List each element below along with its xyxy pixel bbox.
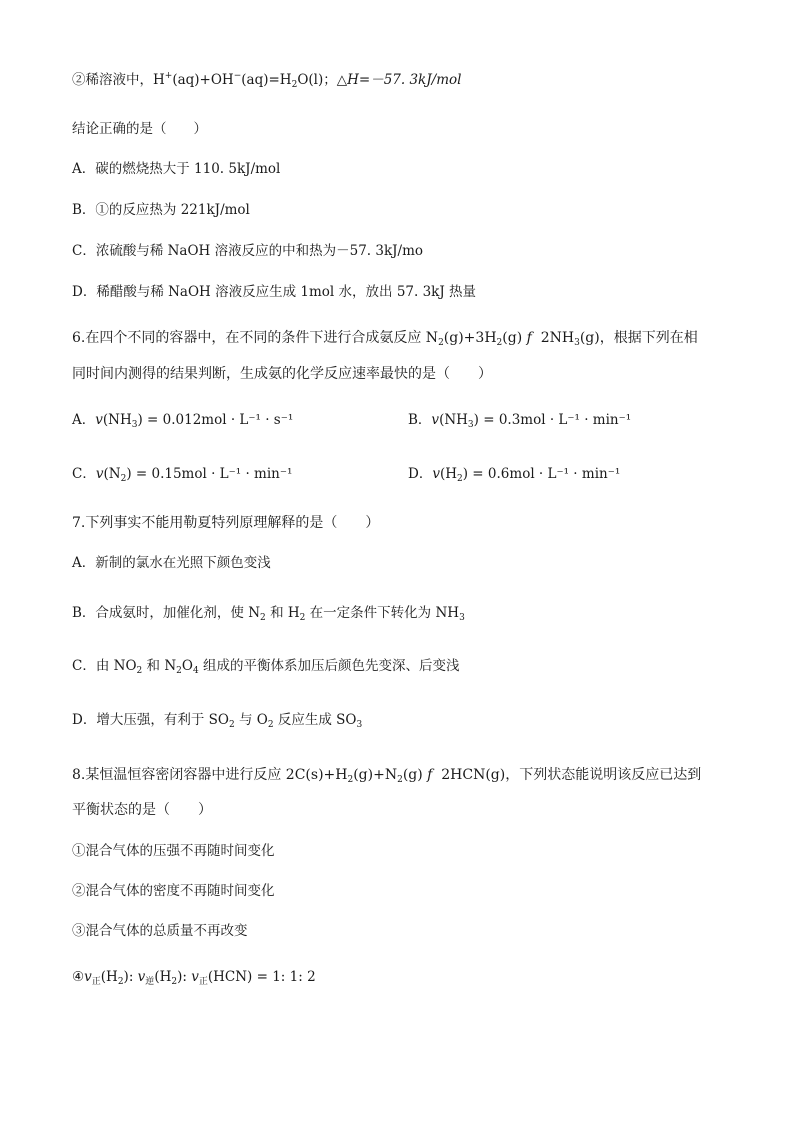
q6-stem-line1: 6.在四个不同的容器中，在不同的条件下进行合成氨反应 $N_2(g)+3H_2(g)$ f $2NH_3(g)$，根据下列在相	[72, 330, 698, 348]
q6-option-a: A．$v(NH_3) = 0.012mol \cdot L^{-1} \cdot s^{-1}$	[72, 412, 294, 430]
q7-option-c: C．由 $NO_2$ 和 $N_2O_4$ 组成的平衡体系加压后颜色先变深、后变浅	[72, 658, 460, 676]
q5-option-c: C．浓硫酸与稀 NaOH 溶液反应的中和热为－57. 3kJ/mo	[72, 243, 424, 259]
q6-option-d: D．$v(H_2) = 0.6mol \cdot L^{-1} \cdot \min^{-1}$	[408, 466, 621, 484]
q6-stem-line2: 同时间内测得的结果判断，生成氨的化学反应速率最快的是（ ）	[72, 366, 492, 382]
q5-option-a: A．碳的燃烧热大于 110. 5kJ/mol	[72, 161, 281, 177]
q8-item-3: ③混合气体的总质量不再改变	[72, 923, 248, 939]
q6-option-b: B．$v(NH_3) = 0.3mol \cdot L^{-1} \cdot \min^{-1}$	[408, 412, 632, 430]
q5-delta-h: △H=－57. 3kJ/mol	[336, 72, 462, 88]
q6-reaction: $N_2(g)+3H_2(g)$ f $2NH_3(g)$	[421, 330, 600, 348]
q8-stem-line2: 平衡状态的是（ ）	[72, 802, 212, 818]
q5-equation: $H^+(aq)+OH^-(aq)=H_2O(l)$；	[153, 71, 337, 90]
q7-stem: 7.下列事实不能用勒夏特列原理解释的是（ ）	[72, 515, 380, 531]
q8-item-1: ①混合气体的压强不再随时间变化	[72, 843, 275, 859]
q5-option-b: B．①的反应热为 221kJ/mol	[72, 202, 250, 218]
q5-statement-2: ②稀溶液中，$H^+(aq)+OH^-(aq)=H_2O(l)$；△H=－57. 3kJ/mol	[72, 71, 462, 90]
q8-reaction: $2C(s)+H_2(g)+N_2(g)$ f 2HCN(g)	[281, 767, 506, 785]
q7-option-a: A．新制的氯水在光照下颜色变浅	[72, 555, 271, 571]
q8-item-4: $④v_正(H_2)$: $v_逆(H_2)$: $v_正(HCN) = 1$: 1: 2	[72, 969, 316, 987]
q8-item-2: ②混合气体的密度不再随时间变化	[72, 883, 275, 899]
q8-stem-line1: 8.某恒温恒容密闭容器中进行反应 $2C(s)+H_2(g)+N_2(g)$ f 2HCN(g)，下列状态能说明该反应已达到	[72, 767, 702, 785]
q7-option-d: D．增大压强，有利于 $SO_2$ 与 $O_2$ 反应生成 $SO_3$	[72, 712, 363, 730]
q7-option-b: B．合成氨时，加催化剂，使 $N_2$ 和 $H_2$ 在一定条件下转化为 $NH_3$	[72, 605, 465, 623]
q6-option-c: C．$v(N_2) = 0.15mol \cdot L^{-1} \cdot \min^{-1}$	[72, 466, 293, 484]
q5-conclusion: 结论正确的是（ ）	[72, 121, 207, 137]
q5-option-d: D．稀醋酸与稀 NaOH 溶液反应生成 1mol 水，放出 57. 3kJ 热量	[72, 284, 477, 300]
